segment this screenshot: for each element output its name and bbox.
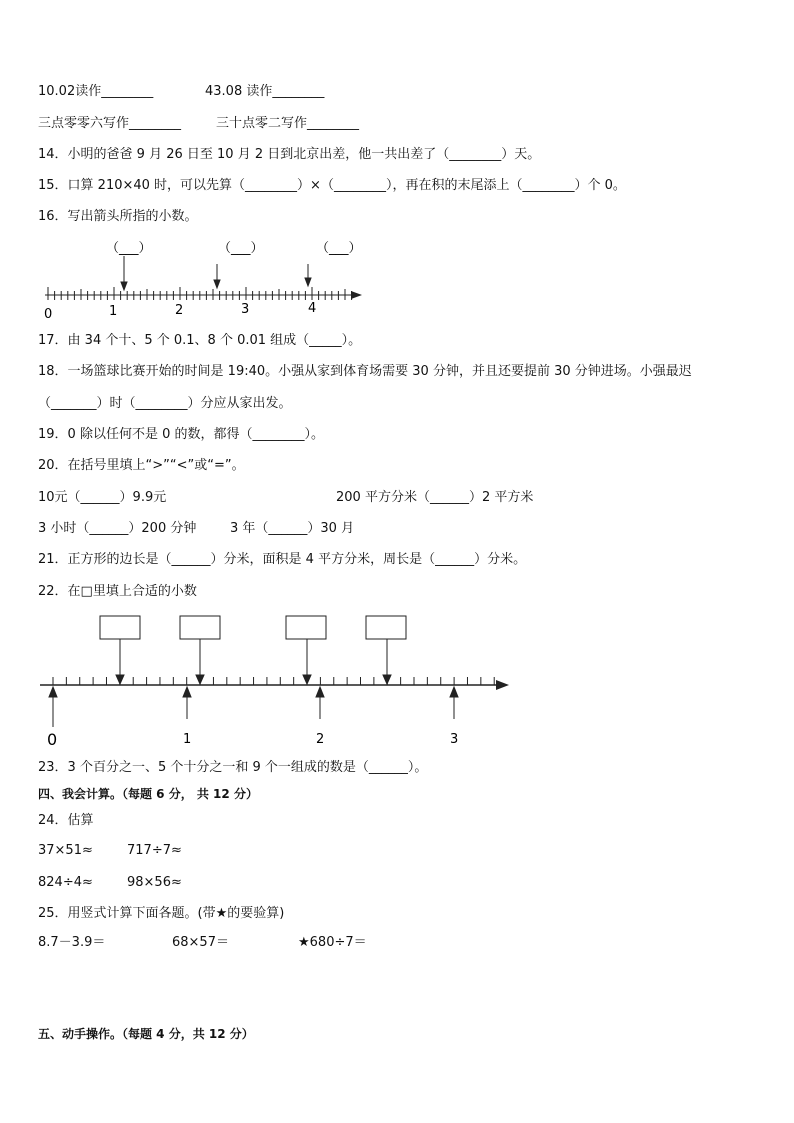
tick-label-16-4: 4 <box>308 301 317 316</box>
tick-label-22-2: 2 <box>316 732 325 747</box>
estimate-2: 717÷7≈ <box>127 843 182 858</box>
blank-16-a: （___） <box>106 241 152 256</box>
blank-16-b: （___） <box>218 241 264 256</box>
estimate-4: 98×56≈ <box>127 875 182 890</box>
question-23: 23．3 个百分之一、5 个十分之一和 9 个一组成的数是（______）。 <box>38 760 428 775</box>
number-line-16-pointers <box>121 256 311 290</box>
question-21: 21．正方形的边长是（______）分米，面积是 4 平方分米，周长是（______）分米。 <box>38 552 527 567</box>
question-20-d: 3 年（______）30 月 <box>230 521 355 536</box>
section-4-heading: 四、我会计算。（每题 6 分， 共 12 分） <box>38 787 258 801</box>
tick-label-22-1: 1 <box>183 732 192 747</box>
question-20-b: 200 平方分米（______）2 平方米 <box>336 490 534 505</box>
q13-line-c: 三点零零六写作________ <box>38 116 182 131</box>
question-22: 22．在□里填上合适的小数 <box>38 584 197 599</box>
section-5-heading: 五、动手操作。（每题 4 分，共 12 分） <box>38 1027 254 1041</box>
calc-2: 68×57＝ <box>172 935 229 950</box>
question-18-line-1: 18．一场篮球比赛开始的时间是 19:40。小强从家到体育场需要 30 分钟，并且还要提前 30 分钟进场。小强最迟 <box>38 364 692 379</box>
tick-label-16-2: 2 <box>175 303 184 318</box>
question-19: 19．0 除以任何不是 0 的数，都得（________）。 <box>38 427 324 442</box>
answer-box-2 <box>180 616 220 639</box>
number-line-16 <box>0 230 794 330</box>
estimate-3: 824÷4≈ <box>38 875 93 890</box>
q13-line-a: 10.02读作________ <box>38 84 154 99</box>
up-arrows-22 <box>49 687 458 727</box>
estimate-1: 37×51≈ <box>38 843 93 858</box>
question-25: 25．用竖式计算下面各题。(带★的要验算) <box>38 906 285 921</box>
answer-box-4 <box>366 616 406 639</box>
tick-label-16-0: 0 <box>44 307 53 322</box>
answer-boxes-22 <box>100 616 406 639</box>
question-24: 24．估算 <box>38 813 94 828</box>
question-20-a: 10元（______）9.9元 <box>38 490 167 505</box>
number-line-22 <box>0 605 794 755</box>
tick-label-16-1: 1 <box>109 304 118 319</box>
number-line-22-arrowhead <box>496 680 509 690</box>
calc-1: 8.7－3.9＝ <box>38 935 106 950</box>
tick-label-22-3: 3 <box>450 732 459 747</box>
question-20: 20．在括号里填上“>”“<”或“=”。 <box>38 458 245 473</box>
number-line-16-arrowhead <box>351 291 362 299</box>
tick-label-16-3: 3 <box>241 302 250 317</box>
question-17: 17．由 34 个十、5 个 0.1、8 个 0.01 组成（_____）。 <box>38 333 362 348</box>
answer-box-3 <box>286 616 326 639</box>
question-20-c: 3 小时（______）200 分钟 <box>38 521 197 536</box>
question-16: 16．写出箭头所指的小数。 <box>38 209 198 224</box>
question-14: 14．小明的爸爸 9 月 26 日至 10 月 2 日到北京出差，他一共出差了（________）天。 <box>38 147 541 162</box>
answer-box-1 <box>100 616 140 639</box>
tick-label-22-0: 0 <box>47 730 58 749</box>
question-18-line-2: （_______）时（________）分应从家出发。 <box>38 396 292 411</box>
blank-16-c: （___） <box>316 241 362 256</box>
q13-line-b: 43.08 读作________ <box>205 84 325 99</box>
question-15: 15．口算 210×40 时，可以先算（________）×（________），再在积的末尾添上（________）个 0。 <box>38 178 626 193</box>
q13-line-d: 三十点零二写作________ <box>216 116 360 131</box>
calc-3: ★680÷7＝ <box>298 935 367 950</box>
